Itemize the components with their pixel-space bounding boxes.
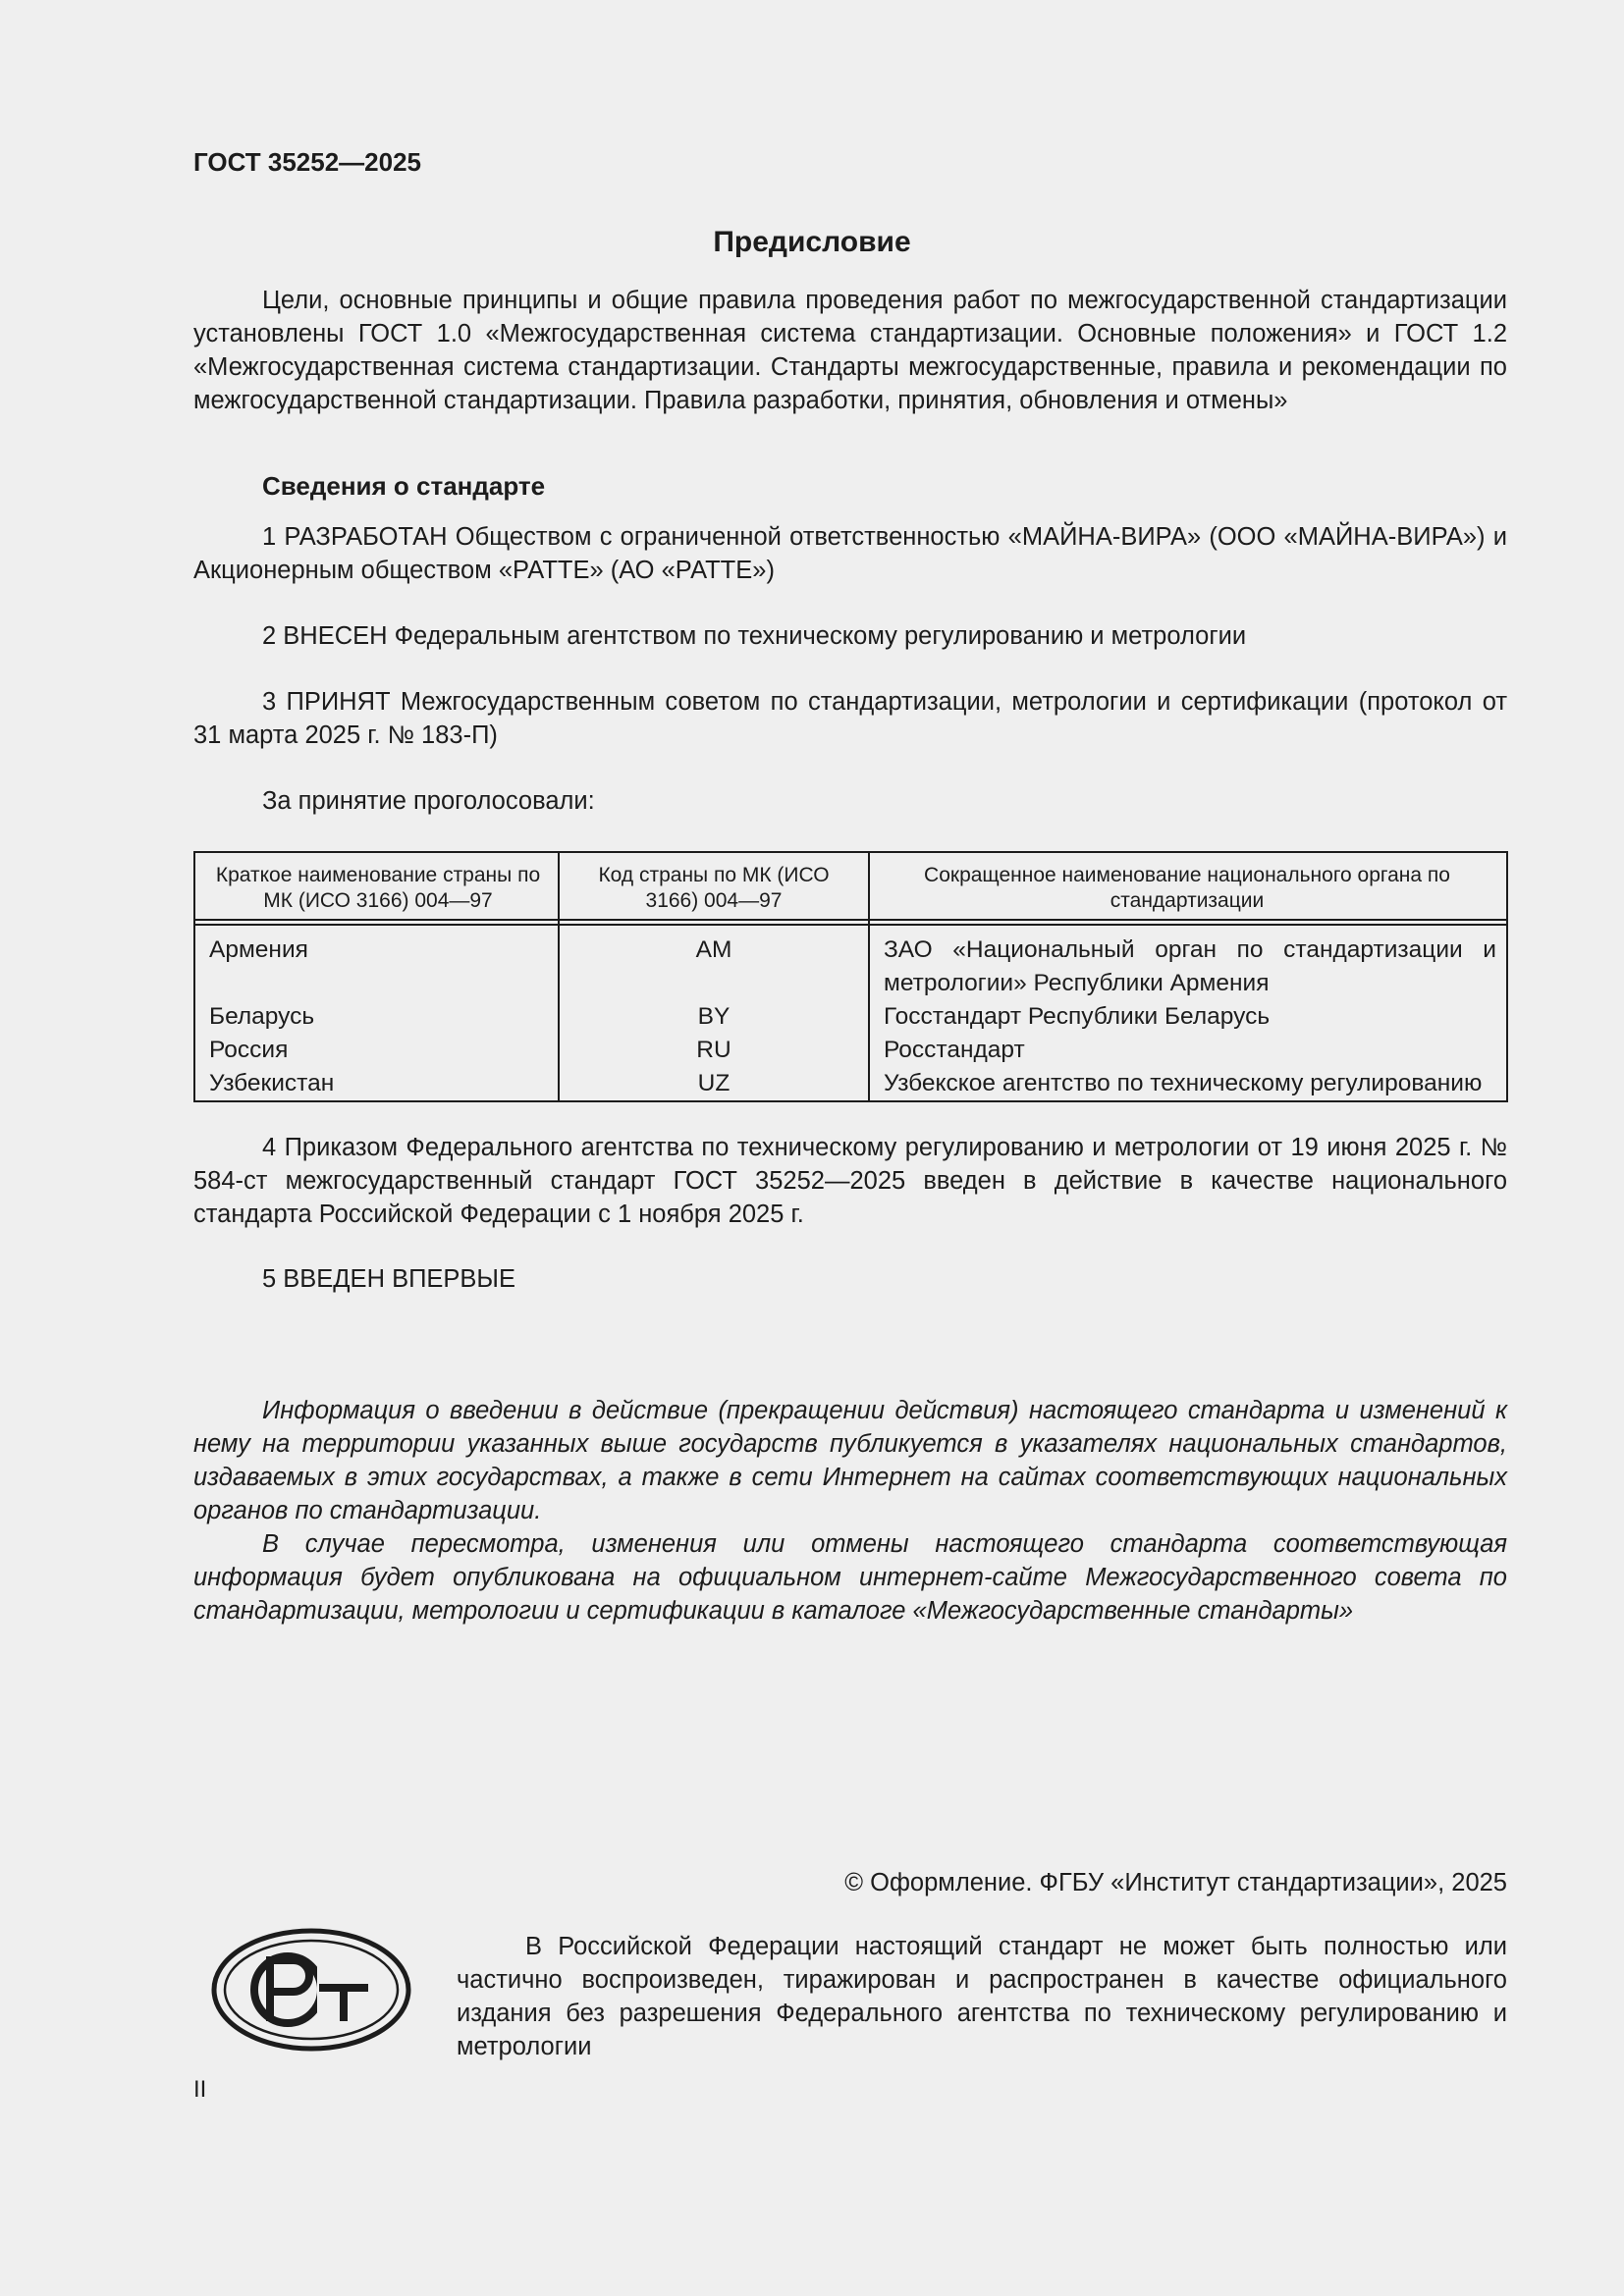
preface-intro: Цели, основные принципы и общие правила проведения работ по межгосударственной стандартизации установлены ГОСТ 1.0 «Межгосударственная система стандартизации. Основные положения» и ГОСТ 1.2 «Межгосударственная система стандартизации. Стандарты межгосударственные, правила и рекомендации по межгосударственной стандартизации. Правила разработки, принятия, обновления и отмены» (193, 287, 1507, 414)
page-number: II (193, 2076, 207, 2103)
table-cell-org: Узбекское агентство по техническому регулированию (884, 1070, 1483, 1096)
table-header-country: Краткое наименование страны по МК (ИСО 3166) 004—97 (215, 864, 541, 912)
voting-table (193, 851, 1508, 1102)
voted-label: За принятие проголосовали: (262, 787, 595, 815)
table-cell-code: RU (696, 1037, 731, 1063)
preface-title: Предисловие (713, 226, 911, 258)
notice-paragraph-2: В случае пересмотра, изменения или отмены настоящего стандарта соответствующая информация будет опубликована на официальном интернет-сайте Межгосударственного совета по стандартизации, метрологии и сертификации в каталоге «Межгосударственные стандарты» (193, 1530, 1507, 1625)
table-cell-country: Россия (209, 1037, 289, 1063)
info-item-4: 4 Приказом Федерального агентства по техническому регулированию и метрологии от 19 июня 2025 г. № 584-ст межгосударственный стандарт ГОСТ 35252—2025 введен в действие в качестве национального стандарта Российской Федерации с 1 ноября 2025 г. (193, 1134, 1507, 1228)
table-cell-country: Узбекистан (209, 1070, 335, 1096)
info-item-1: 1 РАЗРАБОТАН Обществом с ограниченной ответственностью «МАЙНА-ВИРА» (ООО «МАЙНА-ВИРА») и Акционерным обществом «РАТТЕ» (АО «РАТТЕ») (193, 523, 1507, 584)
rights-notice: В Российской Федерации настоящий стандарт не может быть полностью или частично воспроизведен, тиражирован и распространен в качестве официального издания без разрешения Федерального агентства по техническому регулированию и метрологии (457, 1933, 1507, 2060)
table-header-org: Сокращенное наименование национального органа по стандартизации (924, 864, 1450, 912)
table-cell-code: AM (695, 936, 732, 963)
standard-code: ГОСТ 35252—2025 (193, 147, 421, 177)
info-item-5: 5 ВВЕДЕН ВПЕРВЫЕ (262, 1265, 516, 1293)
table-header-code: Код страны по МК (ИСО 3166) 004—97 (598, 864, 830, 912)
table-cell-country: Армения (209, 936, 308, 963)
table-cell-code: UZ (697, 1070, 731, 1096)
rst-logo-icon (209, 1927, 413, 2053)
table-cell-org: Госстандарт Республики Беларусь (884, 1003, 1271, 1030)
info-heading: Сведения о стандарте (262, 471, 546, 501)
table-cell-code: BY (697, 1003, 731, 1030)
info-item-3: 3 ПРИНЯТ Межгосударственным советом по стандартизации, метрологии и сертификации (протокол от 31 марта 2025 г. № 183-П) (193, 688, 1507, 749)
table-cell-org: Росстандарт (884, 1037, 1025, 1063)
info-item-2: 2 ВНЕСЕН Федеральным агентством по техническому регулированию и метрологии (262, 622, 1247, 650)
table-cell-org: ЗАО «Национальный орган по стандартизации и метрологии» Республики Армения (884, 936, 1496, 996)
notice-paragraph-1: Информация о введении в действие (прекращении действия) настоящего стандарта и изменений к нему на территории указанных выше государств публикуется в указателях национальных стандартов, издаваемых в этих государствах, а также в сети Интернет на сайтах соответствующих национальных органов по стандартизации. (193, 1397, 1507, 1524)
table-cell-country: Беларусь (209, 1003, 315, 1030)
copyright-line: © Оформление. ФГБУ «Институт стандартизации», 2025 (844, 1869, 1507, 1896)
